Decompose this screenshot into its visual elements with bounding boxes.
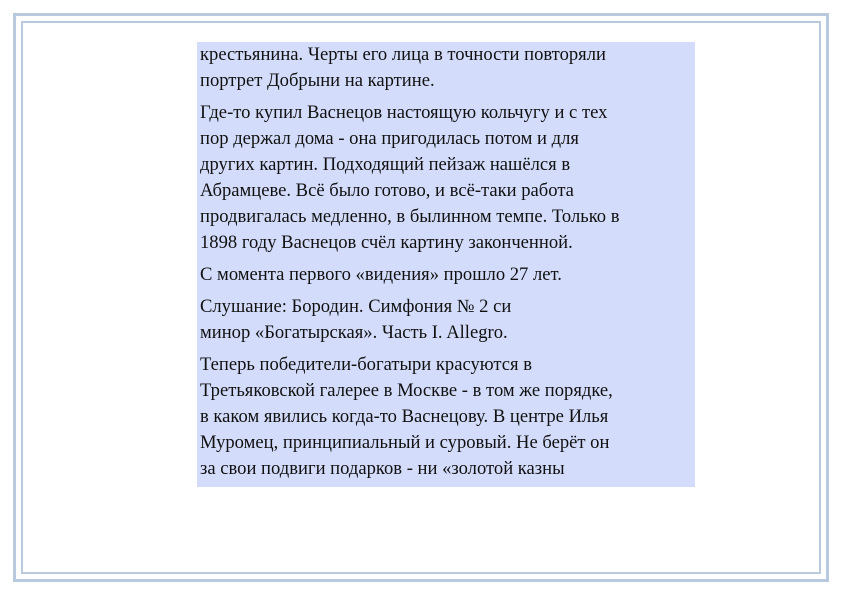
paragraph-line: Третьяковской галерее в Москве - в том же порядке, bbox=[200, 380, 613, 401]
paragraph-line: крестьянина. Черты его лица в точности повторяли bbox=[200, 44, 606, 65]
paragraph-line: за свои подвиги подарков - ни «золотой казны bbox=[200, 458, 565, 479]
paragraph-line: 1898 году Васнецов счёл картину законченной. bbox=[200, 232, 573, 253]
paragraph-line: портрет Добрыни на картине. bbox=[200, 70, 435, 91]
paragraph-line: Теперь победители-богатыри красуются в bbox=[200, 354, 532, 375]
paragraph-line: в каком явились когда-то Васнецову. В центре Илья bbox=[200, 406, 609, 427]
paragraph-2 bbox=[200, 100, 691, 256]
paragraph-line: других картин. Подходящий пейзаж нашёлся в bbox=[200, 154, 571, 175]
paragraph-line: Муромец, принципиальный и суровый. Не берёт он bbox=[200, 432, 610, 453]
slide-text-block bbox=[197, 42, 695, 487]
paragraph-5 bbox=[200, 352, 691, 482]
paragraph-line: пор держал дома - она пригодилась потом и для bbox=[200, 128, 579, 149]
paragraph-1 bbox=[200, 42, 691, 94]
paragraph-line: минор «Богатырская». Часть I. Allegro. bbox=[200, 322, 508, 343]
paragraph-line: С момента первого «видения» прошло 27 лет. bbox=[200, 264, 562, 285]
paragraph-line: Абрамцеве. Всё было готово, и всё-таки работа bbox=[200, 180, 574, 201]
paragraph-line: Где-то купил Васнецов настоящую кольчугу и с тех bbox=[200, 102, 608, 123]
paragraph-line: продвигалась медленно, в былинном темпе. Только в bbox=[200, 206, 620, 227]
paragraph-3 bbox=[200, 262, 691, 288]
paragraph-4 bbox=[200, 294, 691, 346]
paragraph-line: Слушание: Бородин. Симфония № 2 си bbox=[200, 296, 512, 317]
